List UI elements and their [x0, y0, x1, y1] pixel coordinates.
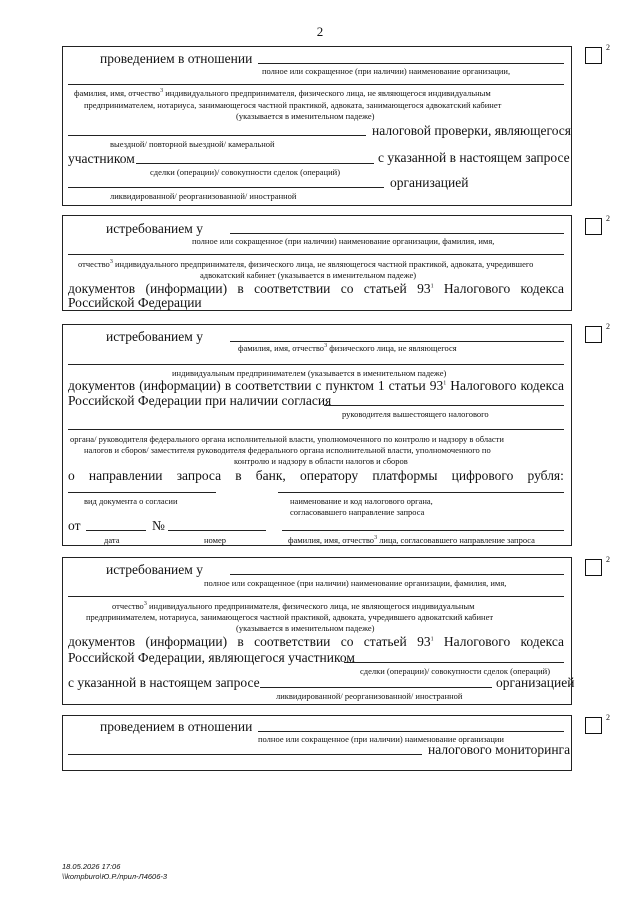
block3-hint: руководителя вышестоящего налогового: [342, 409, 489, 419]
block2-paragraph: документов (информации) в соответствии со статьей $93^1$ Налогового кодекса: [68, 281, 564, 296]
block1-text: с указанной в настоящем запросе: [378, 150, 570, 165]
block4-text: с указанной в настоящем запросе: [68, 675, 260, 690]
block2-label: истребованием у: [106, 221, 203, 236]
block3-fill-line[interactable]: [68, 429, 564, 430]
block1-hint: (указывается в именительном падеже): [236, 111, 375, 121]
checkbox-footnote-mark: 2: [606, 43, 610, 52]
block5-label: проведением в отношении: [100, 719, 253, 734]
block3-ot-label: от: [68, 518, 81, 533]
block4-hint: предпринимателем, нотариуса, занимающегося частной практикой, адвоката, учредившего адвокатский кабинет: [86, 612, 494, 622]
block3-hint: налогов и сборов/ заместителя руководителя федерального органа исполнительной власти, уполномоченного по: [84, 445, 491, 455]
footer-file-path: \\kompburo\Ю.Р./прил-Л4606-3: [62, 872, 168, 881]
block3-hint: номер: [204, 535, 227, 545]
block5-hint: полное или сокращенное (при наличии) наименование организации: [258, 734, 504, 744]
block3-hint: органа/ руководителя федерального органа исполнительной власти, уполномоченного по контролю и надзору в области: [70, 434, 504, 444]
block1-fill-line[interactable]: [68, 187, 384, 188]
block3-direction-line: о направлении запроса в банк, оператору платформы цифрового рубля:: [68, 468, 564, 483]
option-checkbox-3[interactable]: [585, 326, 602, 343]
block1-text: организацией: [390, 175, 469, 190]
block1-hint: выездной/ повторной выездной/ камеральной: [110, 139, 275, 149]
block4-hint: (указывается в именительном падеже): [236, 623, 375, 633]
block3-fill-line[interactable]: [68, 364, 564, 365]
block1-hint: сделки (операции)/ совокупности сделок (операций): [150, 167, 341, 177]
checkbox-footnote-mark: 2: [606, 555, 610, 564]
block5-fill-line[interactable]: [68, 754, 422, 755]
block3-hint: индивидуальным предпринимателем (указывается в именительном падеже): [172, 368, 447, 378]
option-checkbox-2[interactable]: [585, 218, 602, 235]
page-number: 2: [316, 24, 324, 39]
footer-timestamp: 18.05.2026 17:06: [62, 862, 121, 871]
block4-paragraph: документов (информации) в соответствии со статьей $93^1$ Налогового кодекса: [68, 634, 564, 649]
block5-fill-line[interactable]: [258, 731, 564, 732]
block2-fill-line[interactable]: [68, 254, 564, 255]
block4-fill-line[interactable]: [344, 662, 564, 663]
block1-fill-line[interactable]: [136, 163, 374, 164]
checkbox-footnote-mark: 2: [606, 713, 610, 722]
block3-fill-line[interactable]: [230, 341, 564, 342]
block2-fill-line[interactable]: [230, 233, 564, 234]
block3-hint: фамилия, имя, отчество$^3$ физического лица, не являющегося: [238, 343, 457, 353]
block4-hint: сделки (операции)/ совокупности сделок (операций): [360, 666, 551, 676]
block1-text: налоговой проверки, являющегося: [372, 123, 572, 138]
block1-hint: ликвидированной/ реорганизованной/ иностранной: [110, 191, 297, 201]
block3-no-label: №: [152, 518, 165, 533]
block1-fill-line[interactable]: [258, 63, 564, 64]
option-checkbox-5[interactable]: [585, 717, 602, 734]
block1-hint: полное или сокращенное (при наличии) наименование организации,: [262, 66, 511, 76]
block5-text: налогового мониторинга: [428, 742, 571, 757]
block4-fill-line[interactable]: [68, 596, 564, 597]
block2-paragraph: Российской Федерации: [68, 295, 202, 310]
block4-text: организацией: [496, 675, 575, 690]
block2-hint: отчество$^3$ индивидуального предпринимателя, физического лица, не являющегося частной практикой, адвоката, учредившего: [78, 259, 534, 269]
option-checkbox-4[interactable]: [585, 559, 602, 576]
block3-fill-line[interactable]: [278, 492, 564, 493]
block4-paragraph: Российской Федерации, являющегося участником: [68, 650, 355, 665]
number-field[interactable]: [168, 530, 266, 531]
block1-hint: фамилия, имя, отчество$^3$ индивидуального предпринимателя, физического лица, не являющегося индивидуальным: [74, 88, 491, 98]
block3-paragraph: Российской Федерации при наличии согласия: [68, 393, 332, 408]
block4-hint: отчество$^3$ индивидуального предпринимателя, физического лица, не являющегося индивидуальным: [112, 601, 475, 611]
block4-hint: ликвидированной/ реорганизованной/ иностранной: [276, 691, 463, 701]
block1-hint: предпринимателем, нотариуса, занимающегося частной практикой, адвоката, занимающегося адвокатский кабинет: [84, 100, 502, 110]
block1-fill-line[interactable]: [68, 135, 366, 136]
block3-hint: вид документа о согласии: [84, 496, 178, 506]
block3-hint: фамилия, имя, отчество$^3$ лица, согласовавшего направление запроса: [288, 535, 535, 545]
block3-label: истребованием у: [106, 329, 203, 344]
block1-fill-line[interactable]: [68, 84, 564, 85]
block2-hint: полное или сокращенное (при наличии) наименование организации, фамилия, имя,: [192, 236, 495, 246]
block4-fill-line[interactable]: [230, 574, 564, 575]
block1-text: участником: [68, 151, 135, 166]
checkbox-footnote-mark: 2: [606, 214, 610, 223]
block3-hint: согласовавшего направление запроса: [290, 507, 425, 517]
block3-fill-line[interactable]: [324, 405, 564, 406]
date-field[interactable]: [86, 530, 146, 531]
block3-hint: дата: [104, 535, 120, 545]
block3-fill-line[interactable]: [68, 492, 216, 493]
block4-hint: полное или сокращенное (при наличии) наименование организации, фамилия, имя,: [204, 578, 507, 588]
block3-hint: контролю и надзору в области налогов и сборов: [234, 456, 408, 466]
block4-label: истребованием у: [106, 562, 203, 577]
block2-hint: адвокатский кабинет (указывается в именительном падеже): [200, 270, 417, 280]
block4-fill-line[interactable]: [260, 687, 492, 688]
block3-paragraph: документов (информации) в соответствии с пунктом 1 статьи $93^1$ Налогового кодекса: [68, 378, 565, 393]
option-checkbox-1[interactable]: [585, 47, 602, 64]
approver-name-field[interactable]: [282, 530, 564, 531]
block1-label: проведением в отношении: [100, 51, 253, 66]
checkbox-footnote-mark: 2: [606, 322, 610, 331]
block3-hint: наименование и код налогового органа,: [290, 496, 433, 506]
